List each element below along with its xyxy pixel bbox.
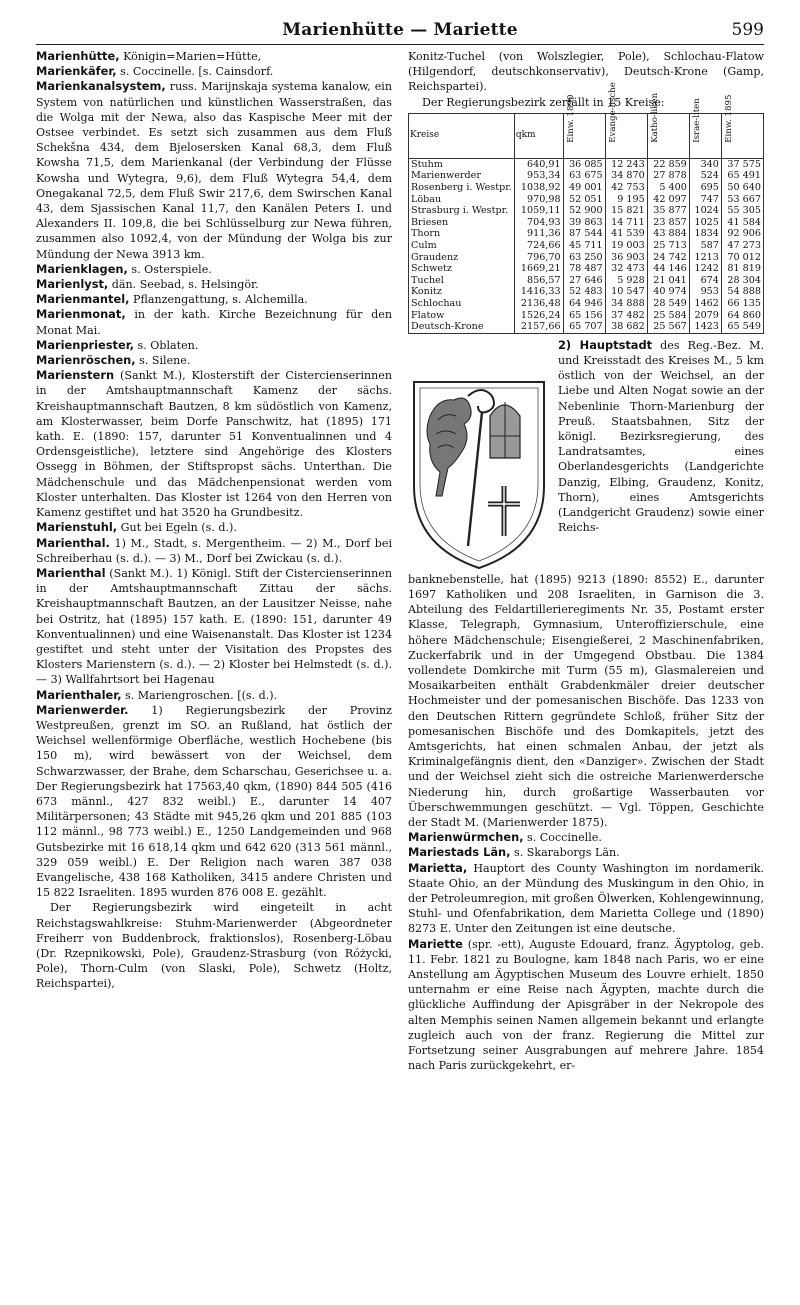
table-row [409,286,764,298]
district-name-cell: Graudenz [409,252,515,264]
table-cell: 524 [689,170,721,182]
district-name-cell: Konitz [409,286,515,298]
table-cell: 1834 [689,228,721,240]
right-column [408,49,764,1073]
district-name-cell: Schwetz [409,263,515,275]
district-name-cell: Löbau [409,194,515,206]
district-name-cell: Thorn [409,228,515,240]
crest-section [408,338,764,572]
table-cell: 704,93 [514,217,563,229]
table-cell: 1025 [689,217,721,229]
table-cell: 39 863 [563,217,605,229]
table-cell: 52 483 [563,286,605,298]
entry-text: s. Mariengroschen. [(s. d.). [121,688,278,702]
table-cell: 87 544 [563,228,605,240]
entry [408,937,764,1074]
table-cell: 640,91 [514,158,563,170]
table-row [409,205,764,217]
coat-of-arms-icon [408,376,550,572]
table-cell: 65 707 [563,321,605,333]
entry [36,262,392,277]
table-row [409,310,764,322]
column-header: Katho-liken [647,113,689,158]
table-lead: Der Regierungsbezirk zerfällt in 15 Kreise: [422,95,665,109]
headword: Marienlyst, [36,277,109,292]
table-row [409,321,764,333]
entry-text: in der kath. Kirche Bezeichnung für den Monat Mai. [36,308,392,337]
table-cell: 953 [689,286,721,298]
headword: Marienstuhl, [36,520,118,535]
entry [36,277,392,292]
entry [36,338,392,353]
table-row [409,170,764,182]
headword: Marienthaler, [36,687,122,702]
table-cell: 19 003 [605,240,647,252]
table-cell: 1416,33 [514,286,563,298]
column-header: Evange-lische [605,113,647,158]
table-cell: 44 146 [647,263,689,275]
table-cell: 45 711 [563,240,605,252]
headword: Mariette [408,936,463,951]
entry [408,830,764,845]
district-name-cell: Tuchel [409,275,515,287]
column-header: Einw. 1890 [563,113,605,158]
entry-text: des Reg.-Bez. M. und Kreisstadt des Kreises M., 5 km östlich von der Weichsel, an der Liebe und Alten Nogat sowie an der Nebenlinie Thorn-Marienburg der Preuß. Staatsbahnen, Sitz der königl. Bezirksregierung, des Landratsamtes, eines Oberlandesgerichts (Landgerichte Danzig, Elbing, Graudenz, Konitz, Thorn), eines Amtsgerichts (Landgericht Graudenz) sowie einer Reichs- [558,338,764,535]
table-row [409,252,764,264]
table-row [409,182,764,194]
table-cell: 14 711 [605,217,647,229]
headword: Marietta, [408,860,468,875]
column-header: Einw. 1895 [721,113,763,158]
table-cell: 34 888 [605,298,647,310]
table-cell: 970,98 [514,194,563,206]
entry [36,536,392,566]
table-cell: 12 243 [605,158,647,170]
table-cell: 41 584 [721,217,763,229]
table-cell: 65 156 [563,310,605,322]
table-cell: 49 001 [563,182,605,194]
table-cell: 70 012 [721,252,763,264]
table-cell: 50 640 [721,182,763,194]
entry [36,703,392,901]
table-cell: 695 [689,182,721,194]
table-cell: 36 903 [605,252,647,264]
headword: Marienstern [36,368,115,383]
table-cell: 5 928 [605,275,647,287]
table-cell: 28 549 [647,298,689,310]
district-name-cell: Stuhm [409,158,515,170]
table-cell: 25 713 [647,240,689,252]
table-cell: 53 667 [721,194,763,206]
table-cell: 1059,11 [514,205,563,217]
headword: Marienpriester, [36,337,134,352]
table-cell: 25 567 [647,321,689,333]
table-cell: 1462 [689,298,721,310]
table-cell: 63 250 [563,252,605,264]
table-cell: 21 041 [647,275,689,287]
entry-text: Königin=Marien=Hütte, [119,50,262,63]
table-cell: 27 878 [647,170,689,182]
column-header: Israe-liten [689,113,721,158]
entry [36,566,392,688]
table-cell: 78 487 [563,263,605,275]
entry [36,49,392,64]
entry-text: (Sankt M.), Klosterstift der Cistercienserinnen in der Amtshauptmannschaft Kamenz der sächs. Kreishauptmannschaft Bautzen, 8 km südöstlich von Kamenz, am Klosterwasser, beim Dorfe Panschwitz, hat (1895) 171 kath. E. (1890: 157, darunter 51 Konventualinnen und 4 Ordensgeistliche), letztere sind Angehörige des Klosters Ossegg in Böhmen, der Stiftspropst sächs. Unterthan. Die Mädchenschule und das Mädchenpensionat werden vom Kloster unterhalten. Das Kloster ist 1264 von den Herren von Kamenz gestiftet und hat 3520 ha Grundbesitz. [36,369,392,520]
table-cell: 15 821 [605,205,647,217]
entry-text: banknebenstelle, hat (1895) 9213 (1890: 8552) E., darunter 1697 Katholiken und 208 Israeliten, in Garnison die 3. Abteilung des Feldartillerieregiments Nr. 35, Postamt erster Klasse, Telegraph, Gymnasium, Unteroffizierschule, eine höhere Mädchenschule; Eisengießerei, 2 Maschinenfabriken, Zuckerfabrik und in der Umgegend Obstbau. Die 1384 vollendete Domkirche mit Turm (55 m), Glasmalereien und Mosaikarbeiten enthält Grabdenkmäler dreier deutscher Hochmeister und der pomesanischen Bischöfe. Das 1233 von den Deutschen Rittern gegründete Schloß, früher Sitz der pomesanischen Bischöfe und des Domkapitels, jetzt des Amtsgerichts, hat einen schmalen Anbau, der jetzt als Kriminalgefängnis dient, den «Danziger». Zwischen der Stadt und der Weichsel zieht sich die ostreiche Marienwerdersche Niederung hin, durch großartige Wasserbauten vor Überschwemmungen geschützt. — Vgl. Töppen, Geschichte der Stadt M. (Marienwerder 1875). [408,572,764,829]
table-cell: 38 682 [605,321,647,333]
entry-text: Hauptort des County Washington im nordamerik. Staate Ohio, an der Mündung des Muskingum in den Ohio, in der Petroleumregion, mit großen Ölwerken, Kohlengewinnung, Stuhl- und Ofenfabrikation, dem Marietta College und (1890) 8273 E. Unter den Zeitungen ist eine deutsche. [408,861,764,936]
headword: Marienröschen, [36,353,136,368]
headword: Marienthal [36,565,106,580]
table-cell: 32 473 [605,263,647,275]
entry-text: s. Silene. [135,354,191,368]
table-cell: 1423 [689,321,721,333]
entry-text: s. Coccinelle. [523,831,602,845]
district-name-cell: Strasburg i. Westpr. [409,205,515,217]
entry-text: s. Osterspiele. [127,262,212,276]
table-body [409,158,764,333]
table-row [409,298,764,310]
entry [36,368,392,520]
entry [36,353,392,368]
continuation-text: Konitz-Tuchel (von Wolszlegier, Pole), Schlochau-Flatow (Hilgendorf, deutschkonservativ), Deutsch-Krone (Gamp, Reichspartei). [408,50,764,94]
table-row [409,275,764,287]
entry-text: russ. Marijnskaja systema kanalow, ein System von natürlichen und künstlichen Wasserstraßen, das die Wolga mit der Newa, also das Kaspische Meer mit der Ostsee verbindet. Es setzt sich zusammen aus dem Fluß Schekšna 434, dem Bjelosersken Kanal 68,3, dem Fluß Kowsha 71,5, dem Marienkanal (der Verbindung der Flüsse Kowsha und Wytegra, 9,6), dem Fluß Wytegra 54,4, dem Onegakanal 72,5, dem Fluß Swir 217,6, dem Swirschen Kanal 43, dem Sjassischen Kanal 11,7, den Kanälen Peters I. und Alexanders II. 109,8, die bei Schlüsselburg zur Newa führen, zusammen also 1092,4, von der Mündung der Wolga bis zur Mündung der Newa 3913 km. [36,80,392,261]
headword: 2) Hauptstadt [558,337,653,352]
table-cell: 40 974 [647,286,689,298]
page-number: 599 [731,20,764,40]
headword: Marienhütte, [36,49,120,63]
table-cell: 1526,24 [514,310,563,322]
page-title: Marienhütte — Mariette [282,20,518,40]
district-name-cell: Deutsch-Krone [409,321,515,333]
table-cell: 22 859 [647,158,689,170]
table-row [409,217,764,229]
headword: Marienklagen, [36,261,128,276]
table-cell: 747 [689,194,721,206]
table-cell: 43 884 [647,228,689,240]
headword: Marienwerder. [36,702,129,717]
table-cell: 796,70 [514,252,563,264]
table-cell: 2079 [689,310,721,322]
table-row [409,194,764,206]
table-cell: 64 946 [563,298,605,310]
table-cell: 55 305 [721,205,763,217]
headword: Marienmonat, [36,307,126,322]
entry-text: 1) M., Stadt, s. Mergentheim. — 2) M., Dorf bei Schreiberhau (s. d.). — 3) M., Dorf bei Zwickau (s. d.). [36,536,392,565]
table-cell: 911,36 [514,228,563,240]
headword: Marienkäfer, [36,64,117,79]
entry [36,79,392,261]
column-header: Kreise [409,113,515,158]
table-cell: 52 900 [563,205,605,217]
table-cell: 66 135 [721,298,763,310]
table-cell: 23 857 [647,217,689,229]
table-cell: 28 304 [721,275,763,287]
table-row [409,263,764,275]
table-cell: 2157,66 [514,321,563,333]
entry-text: (Sankt M.). 1) Königl. Stift der Cistercienserinnen in der Amtshauptmannschaft Zittau der sächs. Kreishauptmannschaft Bautzen, an der Lausitzer Neisse, nahe bei Ostritz, hat (1895) 157 kath. E. (1890: 151, darunter 49 Konventualinnen) und eine Waisenanstalt. Das Kloster ist 1234 gestiftet und steht unter der Visitation des Propstes des Klosters Marienstern (s. d.). — 2) Kloster bei Helmstedt (s. d.). — 3) Wallfahrtsort bei Hagenau [36,566,392,687]
crest-text [558,338,764,536]
entry-text: Der Regierungsbezirk wird eingeteilt in acht Reichstagswahlkreise: Stuhm-Marienwerder (Abgeordneter Freiherr von Buddenbrock, fraktionslos), Rosenberg-Löbau (Dr. Rzepnikowski, Pole), Graudenz-Strasburg (von Różycki, Pole), Thorn-Culm (von Slaski, Pole), Schwetz (Holtz, Reichspartei), [36,901,392,991]
table-cell: 1669,21 [514,263,563,275]
entry [408,861,764,937]
entry [36,64,392,79]
table-row [409,240,764,252]
table-cell: 856,57 [514,275,563,287]
entry-text: s. Coccinelle. [s. Cainsdorf. [116,65,274,79]
district-name-cell: Rosenberg i. Westpr. [409,182,515,194]
table-cell: 65 491 [721,170,763,182]
table-cell: 35 877 [647,205,689,217]
table-cell: 340 [689,158,721,170]
entry-text: (spr. -ett), Auguste Edouard, franz. Ägyptolog, geb. 11. Febr. 1821 zu Boulogne, kam 1848 nach Paris, wo er eine Anstellung am Ägyptischen Museum des Louvre erhielt. 1850 unternahm er eine Reise nach Ägypten, machte durch die glückliche Auffindung der Apisgräber in der Nekropole des alten Memphis seinen Namen allgemein bekannt und erlangte zugleich auch von der franz. Regierung die Mittel zur Fortsetzung seiner Ausgrabungen auf mehrere Jahre. 1854 nach Paris zurückgekehrt, er- [408,937,764,1073]
table-cell: 52 051 [563,194,605,206]
table-cell: 724,66 [514,240,563,252]
entry-text: dän. Seebad, s. Helsingör. [108,278,259,292]
table-cell: 24 742 [647,252,689,264]
left-column [36,49,392,1073]
entry-text: Gut bei Egeln (s. d.). [117,521,237,535]
district-name-cell: Flatow [409,310,515,322]
entry-text: 1) Regierungsbezirk der Provinz Westpreußen, grenzt im SO. an Rußland, hat östlich der Weichsel wellenförmige Oberfläche, westlich Hochebene (bis 150 m), wird bewässert von der Weichsel, dem Schwarzwasser, der Brahe, dem Scharschau, Geserichsee u. a. Der Regierungsbezirk hat 17563,40 qkm, (1890) 844 505 (416 673 männl., 427 832 weibl.) E., darunter 14 407 Militärpersonen; 43 Städte mit 945,26 qkm und 201 885 (103 112 männl., 98 773 weibl.) E., 1250 Landgemeinden und 968 Gutsbezirke mit 16 618,14 qkm und 642 620 (313 561 männl., 329 059 weibl.) E. Der Religion nach waren 387 038 Evangelische, 438 168 Katholiken, 3415 andere Christen und 15 822 Israeliten. 1895 wurden 876 008 E. gezählt. [36,703,392,900]
column-header: qkm [514,113,563,158]
headword: Marienmantel, [36,292,130,307]
entry [36,292,392,307]
entry [36,688,392,703]
headword: Marienwürmchen, [408,830,524,845]
table-cell: 587 [689,240,721,252]
table-cell: 37 482 [605,310,647,322]
table-cell: 42 097 [647,194,689,206]
table-cell: 54 888 [721,286,763,298]
table-header-row [409,113,764,158]
table-cell: 1213 [689,252,721,264]
table-cell: 81 819 [721,263,763,275]
table-cell: 36 085 [563,158,605,170]
table-cell: 1242 [689,263,721,275]
entry [408,845,764,860]
table-cell: 2136,48 [514,298,563,310]
table-cell: 47 273 [721,240,763,252]
table-cell: 1024 [689,205,721,217]
entry-text: Pflanzengattung, s. Alchemilla. [129,293,308,307]
table-cell: 41 539 [605,228,647,240]
headword: Marienkanalsystem, [36,79,166,94]
table-cell: 27 646 [563,275,605,287]
district-name-cell: Schlochau [409,298,515,310]
table-cell: 63 675 [563,170,605,182]
table-cell: 25 584 [647,310,689,322]
district-name-cell: Briesen [409,217,515,229]
table-cell: 64 860 [721,310,763,322]
headword: Marienthal. [36,535,110,550]
entry-text: s. Oblaten. [134,338,199,352]
table-cell: 92 906 [721,228,763,240]
entry [36,307,392,337]
entry [36,520,392,535]
table-cell: 42 753 [605,182,647,194]
columns [36,49,764,1073]
table-cell: 674 [689,275,721,287]
table-cell: 37 575 [721,158,763,170]
table-cell: 953,34 [514,170,563,182]
table-cell: 10 547 [605,286,647,298]
district-name-cell: Marienwerder [409,170,515,182]
entry [36,900,392,991]
district-name-cell: Culm [409,240,515,252]
table-cell: 34 870 [605,170,647,182]
table-cell: 9 195 [605,194,647,206]
table-row [409,158,764,170]
table-cell: 1038,92 [514,182,563,194]
running-header [36,14,764,45]
headword: Mariestads Län, [408,845,511,860]
entry-text: s. Skaraborgs Län. [510,846,620,860]
table-cell: 65 549 [721,321,763,333]
table-cell: 5 400 [647,182,689,194]
table-row [409,228,764,240]
